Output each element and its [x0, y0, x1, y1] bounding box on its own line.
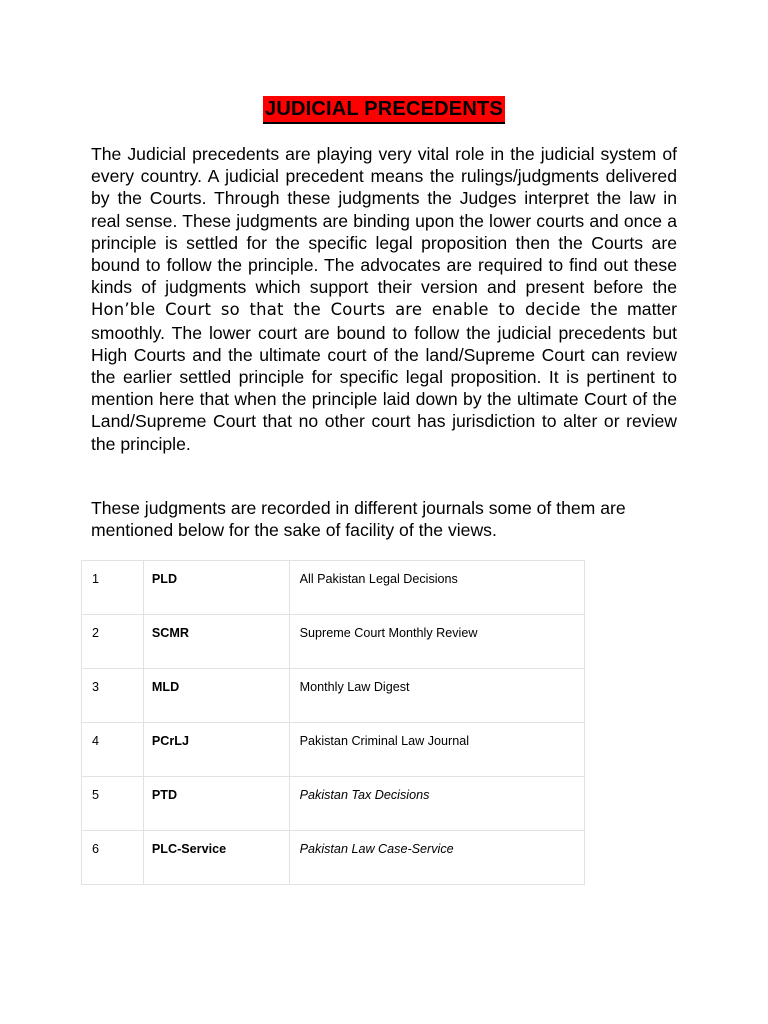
- journal-abbreviation: PLD: [143, 561, 289, 615]
- journal-abbreviation: PLC-Service: [143, 831, 289, 885]
- journal-name: Monthly Law Digest: [289, 669, 584, 723]
- journals-intro-paragraph: These judgments are recorded in different journals some of them are mentioned below for the sake of facility of the views.: [91, 498, 626, 541]
- title-container: [0, 96, 768, 124]
- journals-table: [81, 560, 585, 885]
- journal-abbreviation: PTD: [143, 777, 289, 831]
- table-row: [82, 561, 585, 615]
- journal-abbreviation: SCMR: [143, 615, 289, 669]
- intro-paragraph: [91, 143, 677, 455]
- journal-number: 5: [82, 777, 144, 831]
- table-row: [82, 615, 585, 669]
- journal-abbreviation: MLD: [143, 669, 289, 723]
- journal-name: Pakistan Law Case-Service: [289, 831, 584, 885]
- journal-name: Supreme Court Monthly Review: [289, 615, 584, 669]
- journal-name: All Pakistan Legal Decisions: [289, 561, 584, 615]
- table-row: [82, 831, 585, 885]
- journal-number: 2: [82, 615, 144, 669]
- table-row: [82, 777, 585, 831]
- document-title: JUDICIAL PRECEDENTS: [263, 96, 505, 124]
- journal-number: 6: [82, 831, 144, 885]
- journal-name: Pakistan Criminal Law Journal: [289, 723, 584, 777]
- journal-number: 3: [82, 669, 144, 723]
- intro-paragraph-part2: Hon’ble Court so that the Courts are enable to decide the: [91, 300, 618, 320]
- journal-number: 4: [82, 723, 144, 777]
- journal-name: Pakistan Tax Decisions: [289, 777, 584, 831]
- journal-abbreviation: PCrLJ: [143, 723, 289, 777]
- table-row: [82, 669, 585, 723]
- intro-paragraph-part1: The Judicial precedents are playing very vital role in the judicial system of every country. A judicial precedent means the rulings/judgments delivered by the Courts. Through these judgments the Judges interpret the law in real sense. These judgments are binding upon the lower courts and once a principle is settled for the specific legal proposition then the Courts are bound to follow the principle. The advocates are required to find out these kinds of judgments which support their version and present before the: [91, 144, 677, 298]
- intro-paragraph-part3: matter smoothly. The lower court are bound to follow the judicial precedents but High Courts and the ultimate court of the land/Supreme Court can review the earlier settled principle for specific legal proposition. It is pertinent to mention here that when the principle laid down by the ultimate Court of the Land/Supreme Court that no other court has jurisdiction to alter or review the principle.: [91, 299, 677, 454]
- journal-number: 1: [82, 561, 144, 615]
- table-row: [82, 723, 585, 777]
